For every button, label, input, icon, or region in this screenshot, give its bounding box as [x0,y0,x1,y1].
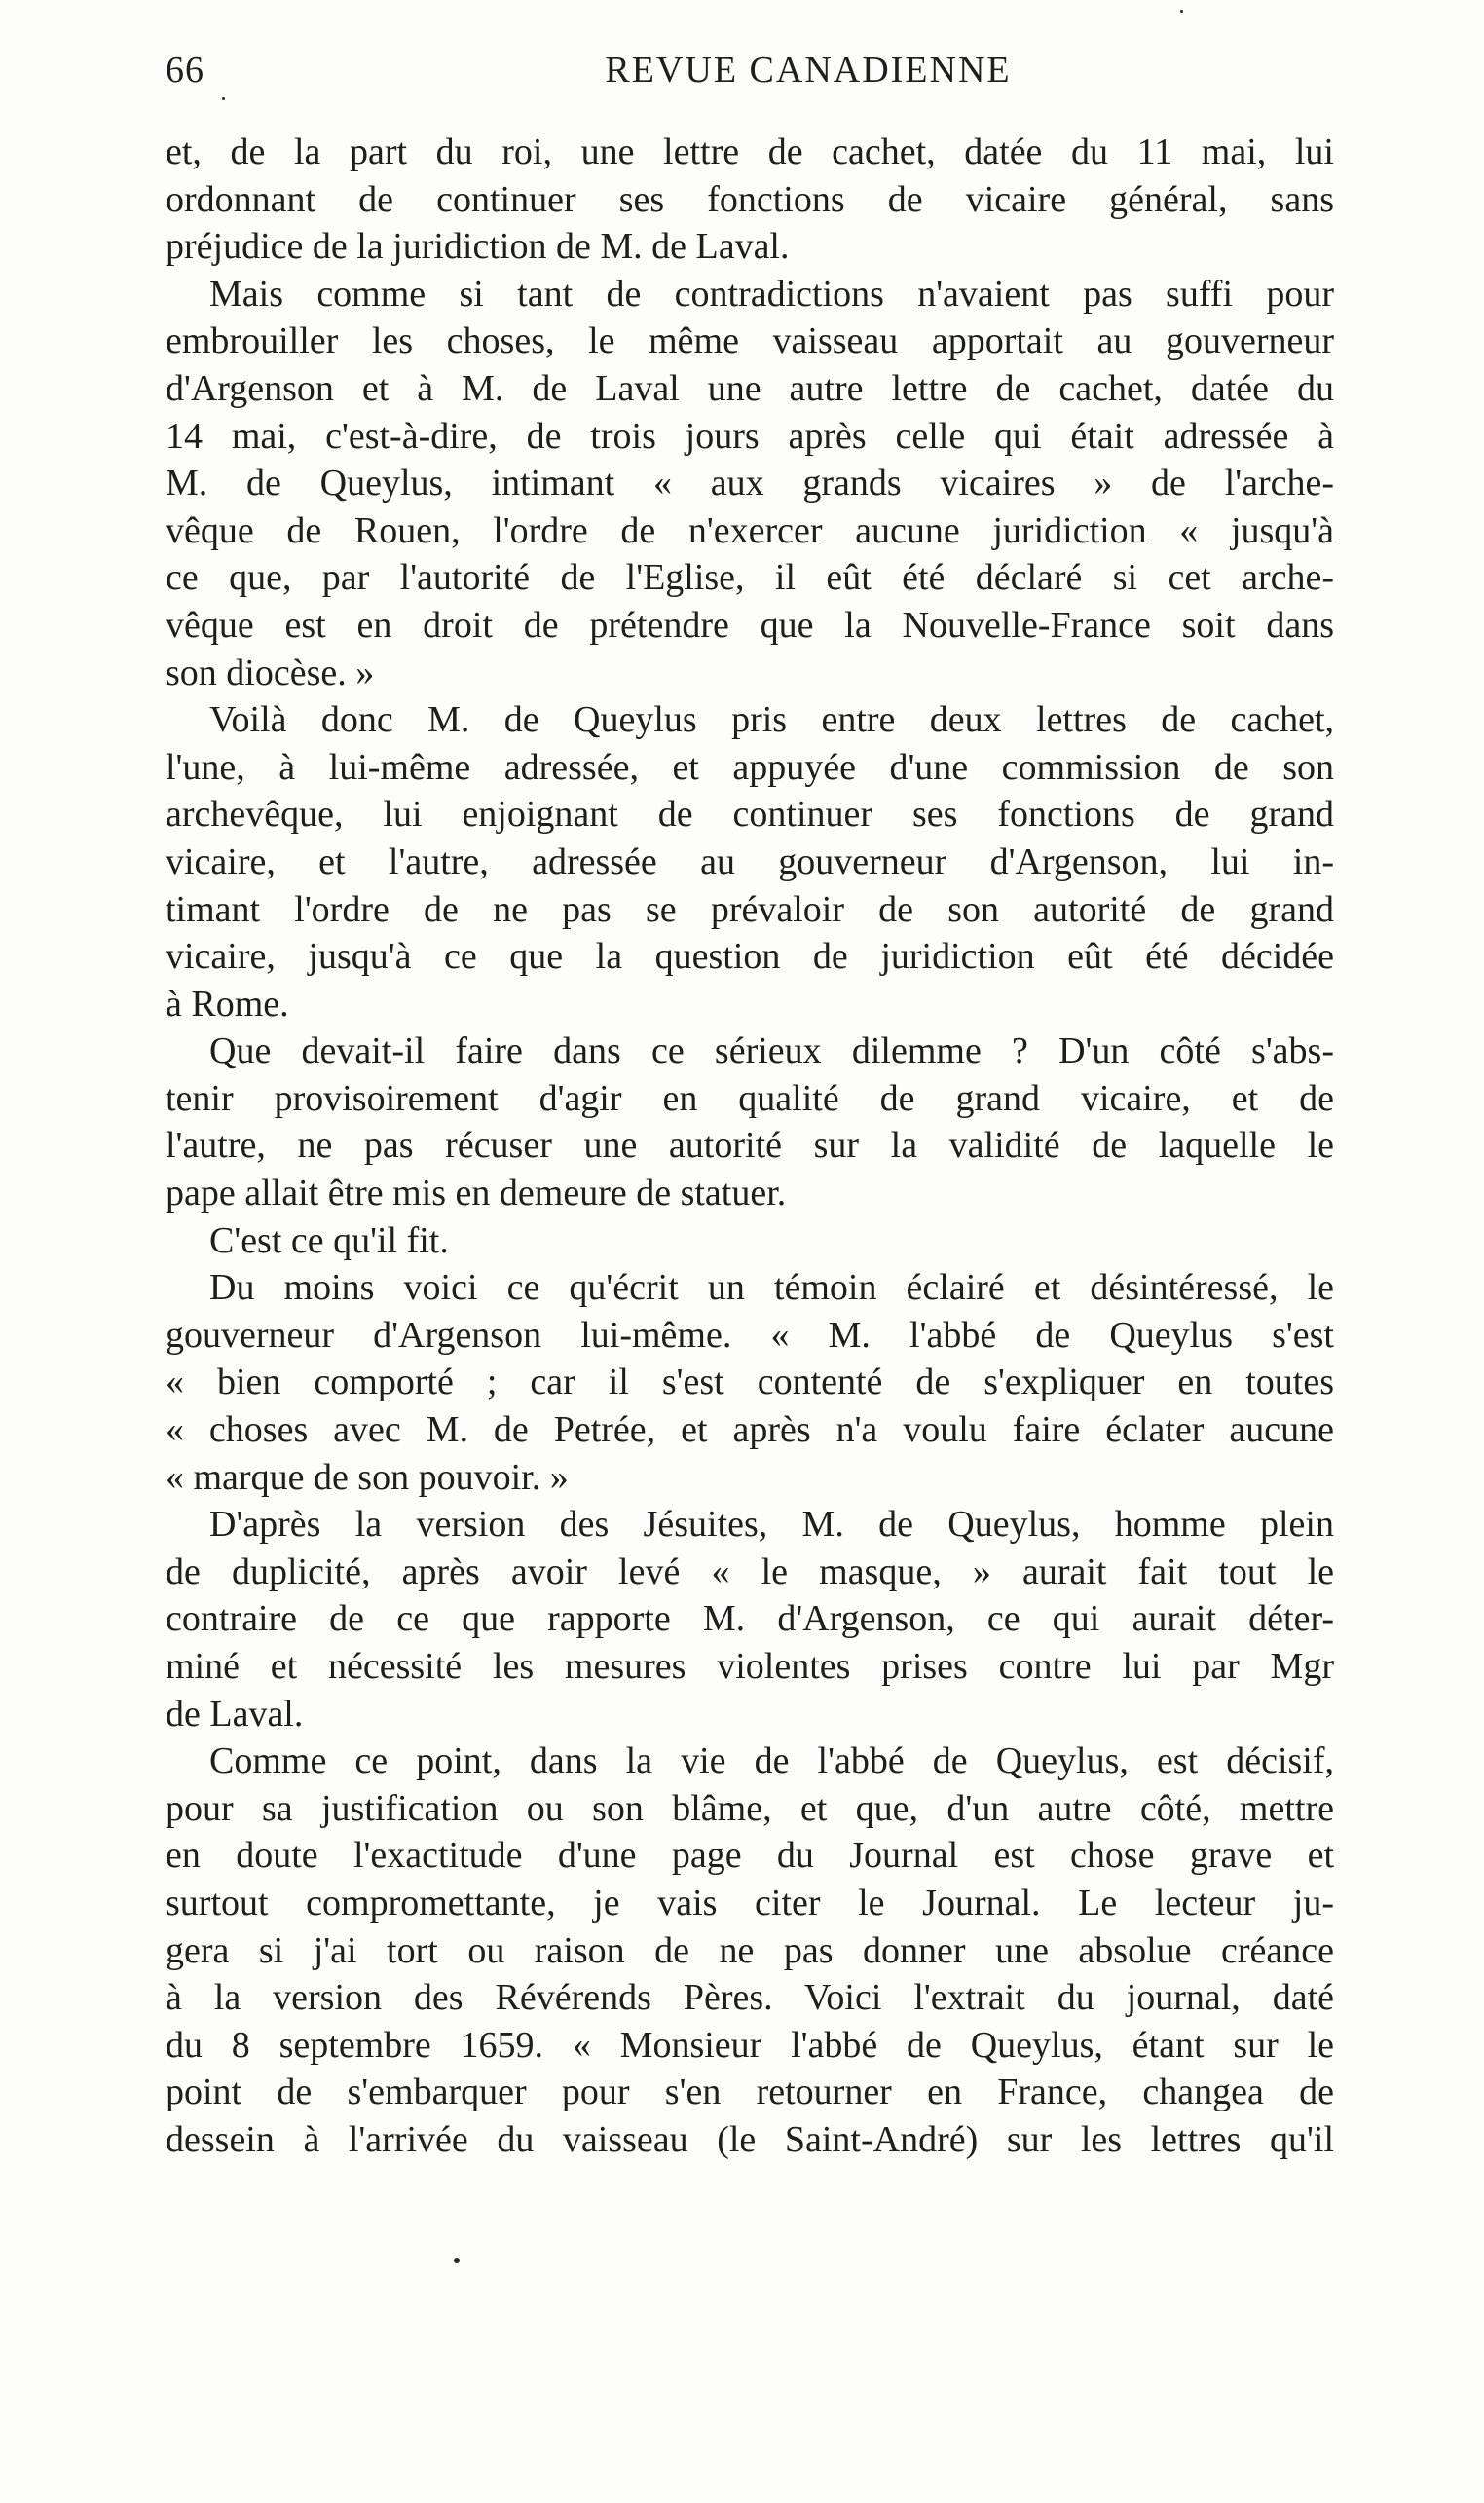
text-line: « choses avec M. de Petrée, et après n'a voulu faire éclater aucune [166,1409,1334,1451]
text-line: C'est ce qu'il fit. [209,1219,449,1261]
text-line: embrouiller les choses, le même vaisseau apportait au gouverneur [166,320,1334,362]
text-line: Mais comme si tant de contradictions n'avaient pas suffi pour [209,273,1334,315]
text-line: contraire de ce que rapporte M. d'Argenson, ce qui aurait déter- [166,1598,1334,1640]
text-line: à la version des Révérends Pères. Voici l'extrait du journal, daté [166,1977,1334,2019]
text-line: vêque est en droit de prétendre que la Nouvelle-France soit dans [166,604,1334,646]
text-line: l'une, à lui-même adressée, et appuyée d'une commission de son [166,746,1334,788]
text-line: timant l'ordre de ne pas se prévaloir de son autorité de grand [166,888,1334,930]
text-line: l'autre, ne pas récuser une autorité sur la validité de laquelle le [166,1125,1334,1167]
text-line: vicaire, jusqu'à ce que la question de juridiction eût été décidée [166,936,1334,978]
text-line: surtout compromettante, je vais citer le Journal. Le lecteur ju- [166,1882,1334,1924]
text-line: Voilà donc M. de Queylus pris entre deux lettres de cachet, [209,699,1334,741]
ink-speck [454,2258,460,2263]
text-line: Comme ce point, dans la vie de l'abbé de Queylus, est décisif, [209,1740,1334,1782]
page-header [166,49,1334,107]
text-line: tenir provisoirement d'agir en qualité de grand vicaire, et de [166,1077,1334,1119]
text-line: du 8 septembre 1659. « Monsieur l'abbé de Queylus, étant sur le [166,2024,1334,2066]
text-line: Que devait-il faire dans ce sérieux dilemme ? D'un côté s'abs- [209,1030,1334,1072]
text-line: d'Argenson et à M. de Laval une autre lettre de cachet, datée du [166,367,1334,409]
text-line: 14 mai, c'est-à-dire, de trois jours après celle qui était adressée à [166,415,1334,457]
body-text [166,129,1334,2164]
text-line: gouverneur d'Argenson lui-même. « M. l'abbé de Queylus s'est [166,1314,1334,1356]
text-line: à Rome. [166,983,289,1025]
text-line: pour sa justification ou son blâme, et que, d'un autre côté, mettre [166,1787,1334,1829]
text-line: miné et nécessité les mesures violentes prises contre lui par Mgr [166,1646,1334,1687]
text-line: préjudice de la juridiction de M. de Laval. [166,226,790,268]
running-title: REVUE CANADIENNE [605,50,1012,91]
text-line: de duplicité, après avoir levé « le masque, » aurait fait tout le [166,1550,1334,1592]
text-line: et, de la part du roi, une lettre de cachet, datée du 11 mai, lui [166,131,1334,172]
text-line: vicaire, et l'autre, adressée au gouverneur d'Argenson, lui in- [166,841,1334,882]
text-line: M. de Queylus, intimant « aux grands vicaires » de l'arche- [166,463,1334,504]
text-line: ce que, par l'autorité de l'Eglise, il eût été déclaré si cet arche- [166,557,1334,599]
text-line: gera si j'ai tort ou raison de ne pas donner une absolue créance [166,1929,1334,1971]
ink-speck [1180,10,1183,13]
text-line: « bien comporté ; car il s'est contenté de s'expliquer en toutes [166,1362,1334,1403]
text-line: Du moins voici ce qu'écrit un témoin éclairé et désintéressé, le [209,1267,1334,1309]
text-line: son diocèse. » [166,652,375,693]
text-line: vêque de Rouen, l'ordre de n'exercer aucune juridiction « jusqu'à [166,509,1334,551]
text-line: de Laval. [166,1693,304,1735]
text-line: dessein à l'arrivée du vaisseau (le Saint-André) sur les lettres qu'il [166,2118,1334,2160]
text-line: « marque de son pouvoir. » [166,1456,569,1498]
page-number: 66 [166,50,204,91]
text-line: archevêque, lui enjoignant de continuer ses fonctions de grand [166,794,1334,836]
text-line: D'après la version des Jésuites, M. de Queylus, homme plein [209,1504,1334,1546]
text-line: ordonnant de continuer ses fonctions de vicaire général, sans [166,178,1334,220]
text-line: pape allait être mis en demeure de statuer. [166,1173,787,1214]
text-line: en doute l'exactitude d'une page du Journal est chose grave et [166,1835,1334,1877]
ink-speck [222,97,225,100]
text-line: point de s'embarquer pour s'en retourner en France, changea de [166,2072,1334,2113]
